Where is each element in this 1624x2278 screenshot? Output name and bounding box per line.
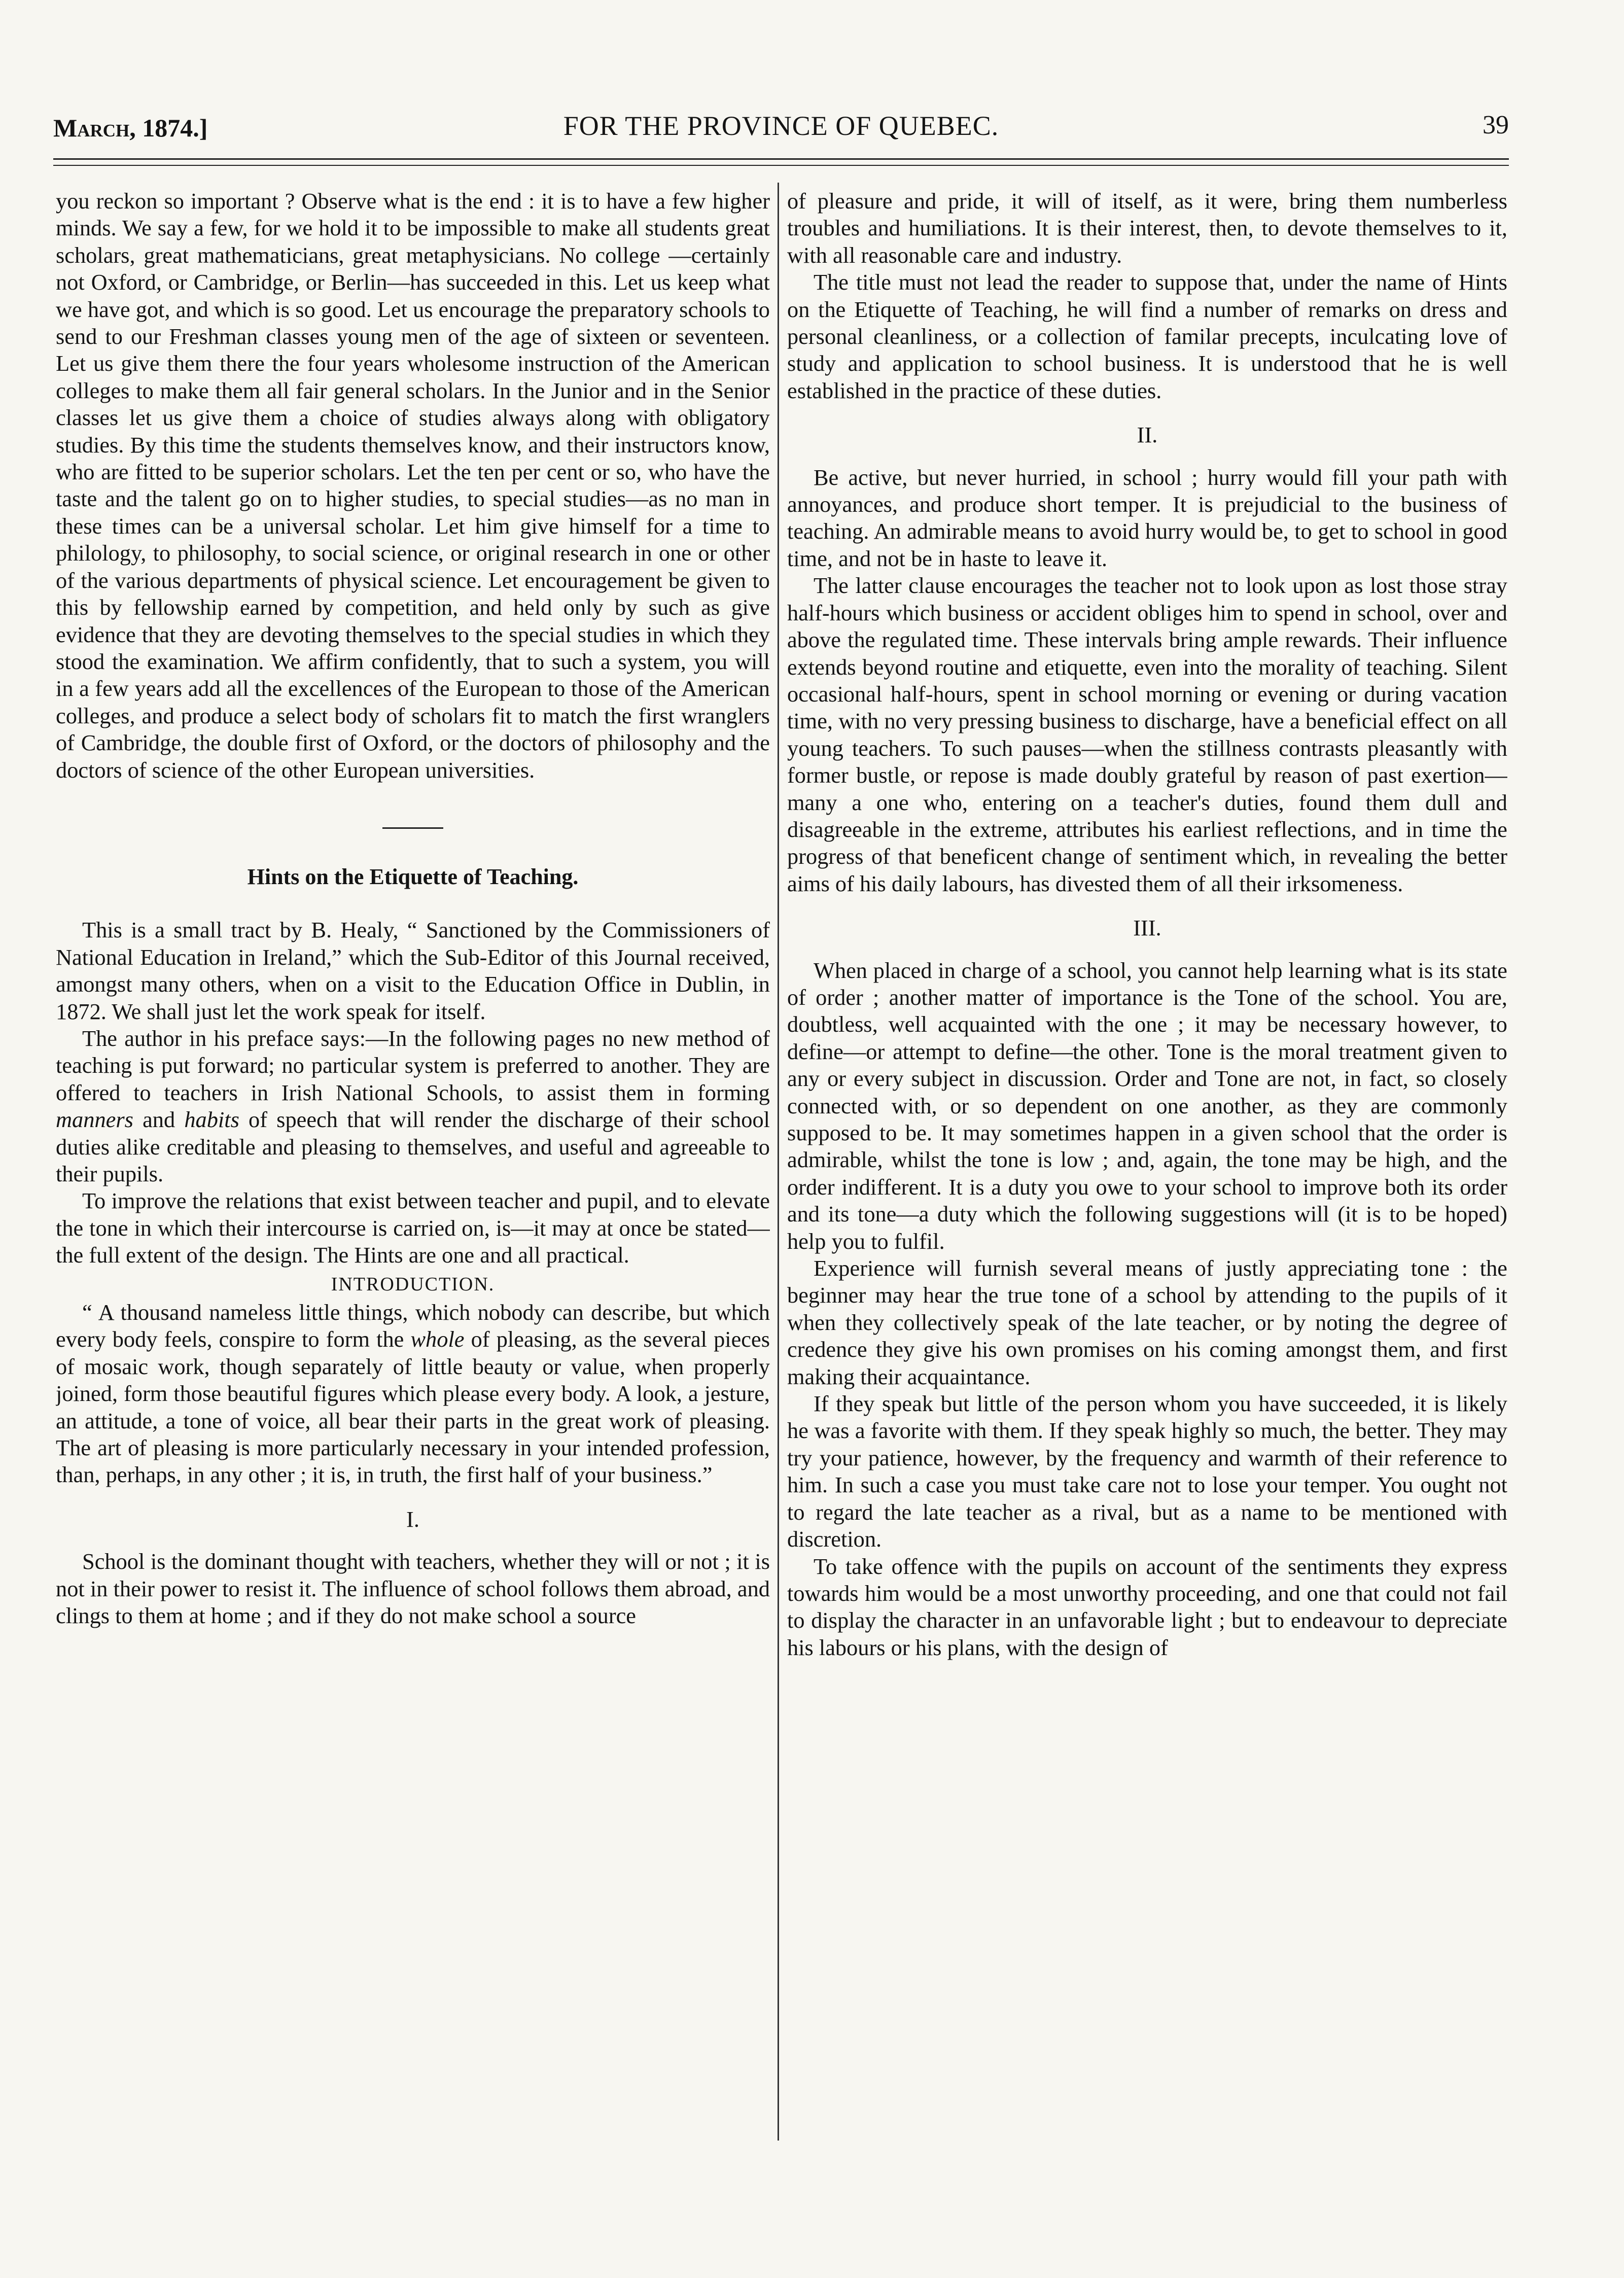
page-number: 39 bbox=[1482, 111, 1509, 139]
column-divider bbox=[778, 183, 779, 2141]
left-continued-paragraph: you reckon so important ? Observe what is the end : it is to have a few higher minds. We say a few, for we hold it to be impossible to make all students great scholars, great mathematicians, great metaphysicians. No college —certainly not Oxford, or Cambridge, or Berlin—has succeeded in this. Let us keep what we have got, and which is so good. Let us encourage the preparatory schools to send to our Freshman classes young men of the age of sixteen or seventeen. Let us give them there the four years wholesome instruction of the American colleges to make them all fair general scholars. In the Junior and in the Senior classes let us give them a choice of studies always along with obligatory studies. By this time the students themselves know, and their instructors know, who are fitted to be superior scholars. Let the ten per cent or so, who have the taste and the talent go on to higher studies, to special studies—as no man in these times can be a universal scholar. Let him give himself for a time to philology, to philosophy, to social science, or original research in one or other of the various departments of physical science. Let encouragement be given to this by fellowship earned by competition, and held only by such as give evidence that they are devoting themselves to the special studies in which they stood the examination. We affirm confidently, that to such a system, you will in a few years add all the excellences of the European to those of the American colleges, and produce a select body of scholars fit to match the first wranglers of Cambridge, the double first of Oxford, or the doctors of philosophy and the doctors of science of the other European universities. bbox=[56, 188, 770, 783]
preface-paragraph: The author in his preface says:—In the following pages no new method of teaching is put forward; no particular system is preferred to another. They are offered to teachers in Irish National Schools, to assist them in forming manners and habits of speech that will render the discharge of their school duties alike creditable and pleasing to themselves, and useful and agreeable to their pupils. bbox=[56, 1025, 770, 1186]
right-continued-paragraph: of pleasure and pride, it will of itself, as it were, bring them numberless troubles and humiliations. It is their interest, then, to devote themselves to it, with all reasonable care and industry. bbox=[787, 188, 1507, 268]
introduction-quote: “ A thousand nameless little things, which nobody can describe, but which every body feels, conspire to form the whole of pleasing, as the several pieces of mosaic work, though separately of little beauty or value, when properly joined, form those beautiful figures which please every body. A look, a jesture, an attitude, a tone of voice, all bear their parts in the great work of pleasing. The art of pleasing is more particularly necessary in your intended profession, than, perhaps, in any other ; it is, in truth, the first half of your business.” bbox=[56, 1300, 770, 1488]
section-title: Hints on the Etiquette of Teaching. bbox=[247, 864, 579, 889]
section-numeral-i: I. bbox=[406, 1506, 419, 1532]
header-rule-thin bbox=[53, 165, 1509, 166]
if-they-speak-paragraph: If they speak but little of the person whom you have succeeded, it is likely he was a favorite with them. If they speak highly so much, the better. They may try your patience, however, by the frequency and warmth of their reference to him. In such a case you must take care not to lose your temper. You ought not to regard the late teacher as a rival, but as a name to be mentioned with discretion. bbox=[787, 1391, 1507, 1552]
left-column bbox=[56, 188, 770, 2217]
section-separator bbox=[382, 827, 443, 829]
running-header bbox=[53, 104, 1509, 150]
right-column bbox=[787, 188, 1507, 2217]
placed-in-charge-paragraph: When placed in charge of a school, you cannot help learning what is its state of order ; another matter of importance is the Tone of the school. You are, doubtless, well acquainted with the one ; it may be necessary however, to define—or attempt to define—the other. Tone is the moral treatment given to any or every subject in discussion. Order and Tone are not, in fact, so closely connected with, or so dependent on one another, as they are commonly supposed to be. It may sometimes happen in a given school that the order is admirable, whilst the tone is low ; and, again, the tone may be high, and the order indifferent. It is a duty you owe to your school to improve both its order and its tone—a duty which the following suggestions will (it is to be hoped) help you to fulfil. bbox=[787, 957, 1507, 1254]
header-title: FOR THE PROVINCE OF QUEBEC. bbox=[563, 111, 999, 141]
header-rule-thick bbox=[53, 158, 1509, 160]
latter-clause-paragraph: The latter clause encourages the teacher not to look upon as lost those stray half-hours which business or accident obliges him to spend in school, over and above the regulated time. These intervals bring ample rewards. Their influence extends beyond routine and etiquette, even into the morality of teaching. Silent occasional half-hours, spent in school morning or evening or during vacation time, with no very pressing business to discharge, have a beneficial effect on all young teachers. To such pauses—when the stillness contrasts pleasantly with former bustle, or repose is made doubly grateful by reason of past exertion—many a one who, entering on a teacher's duties, found them dull and disagreeable in the extreme, attributes his earliest reflections, and in time the progress of that beneficent change of sentiment which, in revealing the better aims of his daily labours, has divested them of all their irksomeness. bbox=[787, 573, 1507, 896]
section-numeral-ii: II. bbox=[1137, 422, 1158, 448]
intro-paragraph: This is a small tract by B. Healy, “ Sanctioned by the Commissioners of National Education in Ireland,” which the Sub-Editor of this Journal received, amongst many others, when on a visit to the Education Office in Dublin, in 1872. We shall just let the work speak for itself. bbox=[56, 917, 770, 1024]
be-active-paragraph: Be active, but never hurried, in school ; hurry would fill your path with annoyances, and produce short temper. It is prejudicial to the business of teaching. An admirable means to avoid hurry would be, to get to school in good time, and not be in haste to leave it. bbox=[787, 464, 1507, 571]
title-paragraph: The title must not lead the reader to suppose that, under the name of Hints on the Etiquette of Teaching, he will find a number of remarks on dress and personal cleanliness, or a collection of familar precepts, inculcating love of study and application to school business. It is understood that he is well established in the practice of these duties. bbox=[787, 269, 1507, 403]
experience-paragraph: Experience will furnish several means of justly appreciating tone : the beginner may hear the true tone of a school by attending to the pupils of it when they collectively speak of the late teacher, or by noting the degree of credence they give his own promises on his coming amongst them, and first making their acquaintance. bbox=[787, 1255, 1507, 1389]
school-paragraph: School is the dominant thought with teachers, whether they will or not ; it is not in their power to resist it. The influence of school follows them abroad, and clings to them at home ; and if they do not make school a source bbox=[56, 1549, 770, 1629]
section-numeral-iii: III. bbox=[1133, 915, 1161, 941]
header-date: March, 1874.] bbox=[53, 114, 208, 142]
take-offence-paragraph: To take offence with the pupils on account of the sentiments they express towards him would be a most unworthy proceeding, and one that could not fail to display the character in an unfavorable light ; but to endeavour to depreciate his labours or his plans, with the design of bbox=[787, 1553, 1507, 1660]
introduction-heading: INTRODUCTION. bbox=[331, 1273, 495, 1295]
design-paragraph: To improve the relations that exist between teacher and pupil, and to elevate the tone in which their intercourse is carried on, is—it may at once be stated—the full extent of the design. The Hints are one and all practical. bbox=[56, 1188, 770, 1268]
